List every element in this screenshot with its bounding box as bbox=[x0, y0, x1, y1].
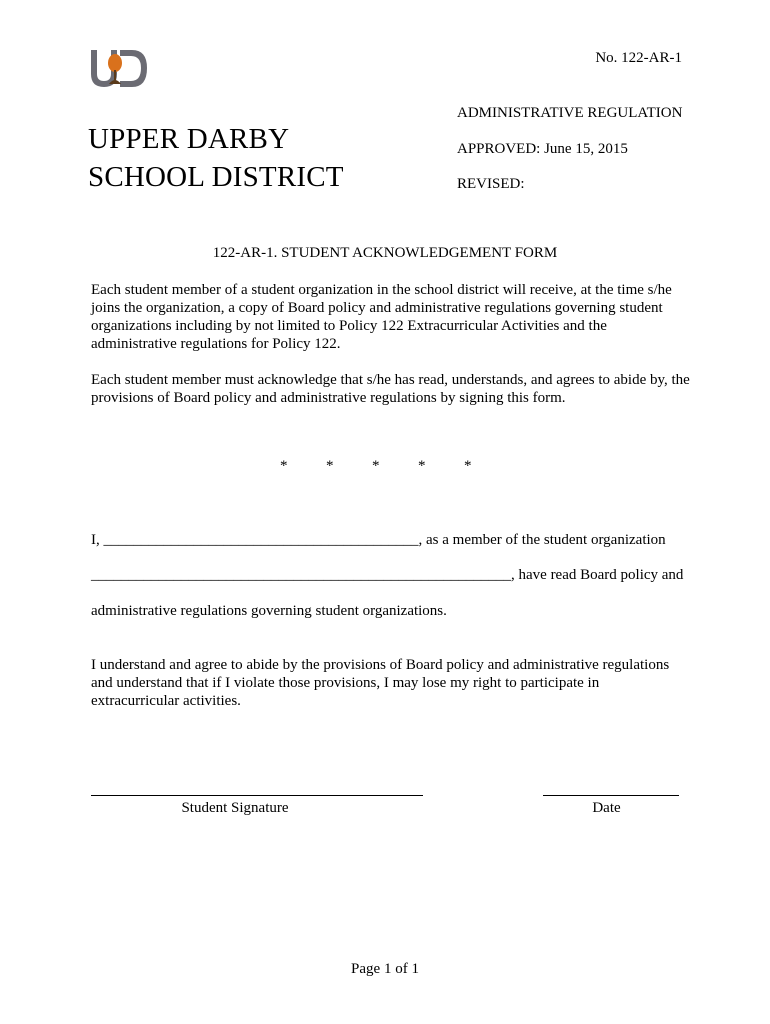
district-name bbox=[88, 120, 344, 196]
intro-paragraph: Each student member of a student organization in the school district will receive, at the time s/he joins the organization, a copy of Board policy and administrative regulations governing student organizations including by not limited to Policy 122 Extracurricular Activities and the administrative regulations for Policy 122. bbox=[91, 282, 672, 352]
organization-line bbox=[91, 567, 683, 584]
divider-star: * bbox=[280, 458, 288, 474]
approved-date: APPROVED: June 15, 2015 bbox=[457, 141, 628, 157]
section-divider-stars bbox=[280, 458, 510, 475]
regulations-line: administrative regulations governing student organizations. bbox=[91, 603, 447, 619]
divider-star: * bbox=[372, 458, 380, 474]
agreement-paragraph: I understand and agree to abide by the provisions of Board policy and administrative regulations and understand that if I violate those provisions, I may lose my right to participate in extracurricular activities. bbox=[91, 657, 670, 709]
district-name-line2: SCHOOL DISTRICT bbox=[88, 161, 344, 193]
student-name-field[interactable]: __________________________________________ bbox=[103, 532, 419, 548]
document-number: No. 122-AR-1 bbox=[595, 50, 682, 66]
district-name-line1: UPPER DARBY bbox=[88, 123, 290, 155]
divider-star: * bbox=[326, 458, 334, 474]
organization-field[interactable]: ________________________________________________________ bbox=[91, 567, 511, 583]
date-label: Date bbox=[592, 800, 621, 816]
name-prefix: I, bbox=[91, 532, 104, 548]
name-line bbox=[91, 532, 666, 549]
page-number: Page 1 of 1 bbox=[351, 961, 419, 977]
district-logo bbox=[88, 46, 150, 90]
student-signature-field[interactable] bbox=[91, 795, 423, 796]
acknowledge-paragraph: Each student member must acknowledge that s/he has read, understands, and agrees to abide by, the provisions of Board policy and administrative regulations by signing this form. bbox=[91, 372, 690, 406]
divider-star: * bbox=[464, 458, 472, 474]
regulation-type: ADMINISTRATIVE REGULATION bbox=[457, 105, 683, 121]
date-field[interactable] bbox=[543, 795, 679, 796]
divider-star: * bbox=[418, 458, 426, 474]
organization-suffix: , have read Board policy and bbox=[511, 567, 684, 583]
form-title: 122-AR-1. STUDENT ACKNOWLEDGEMENT FORM bbox=[212, 245, 558, 261]
revised-date: REVISED: bbox=[457, 176, 525, 192]
name-suffix: , as a member of the student organization bbox=[418, 532, 666, 548]
student-signature-label: Student Signature bbox=[181, 800, 289, 816]
